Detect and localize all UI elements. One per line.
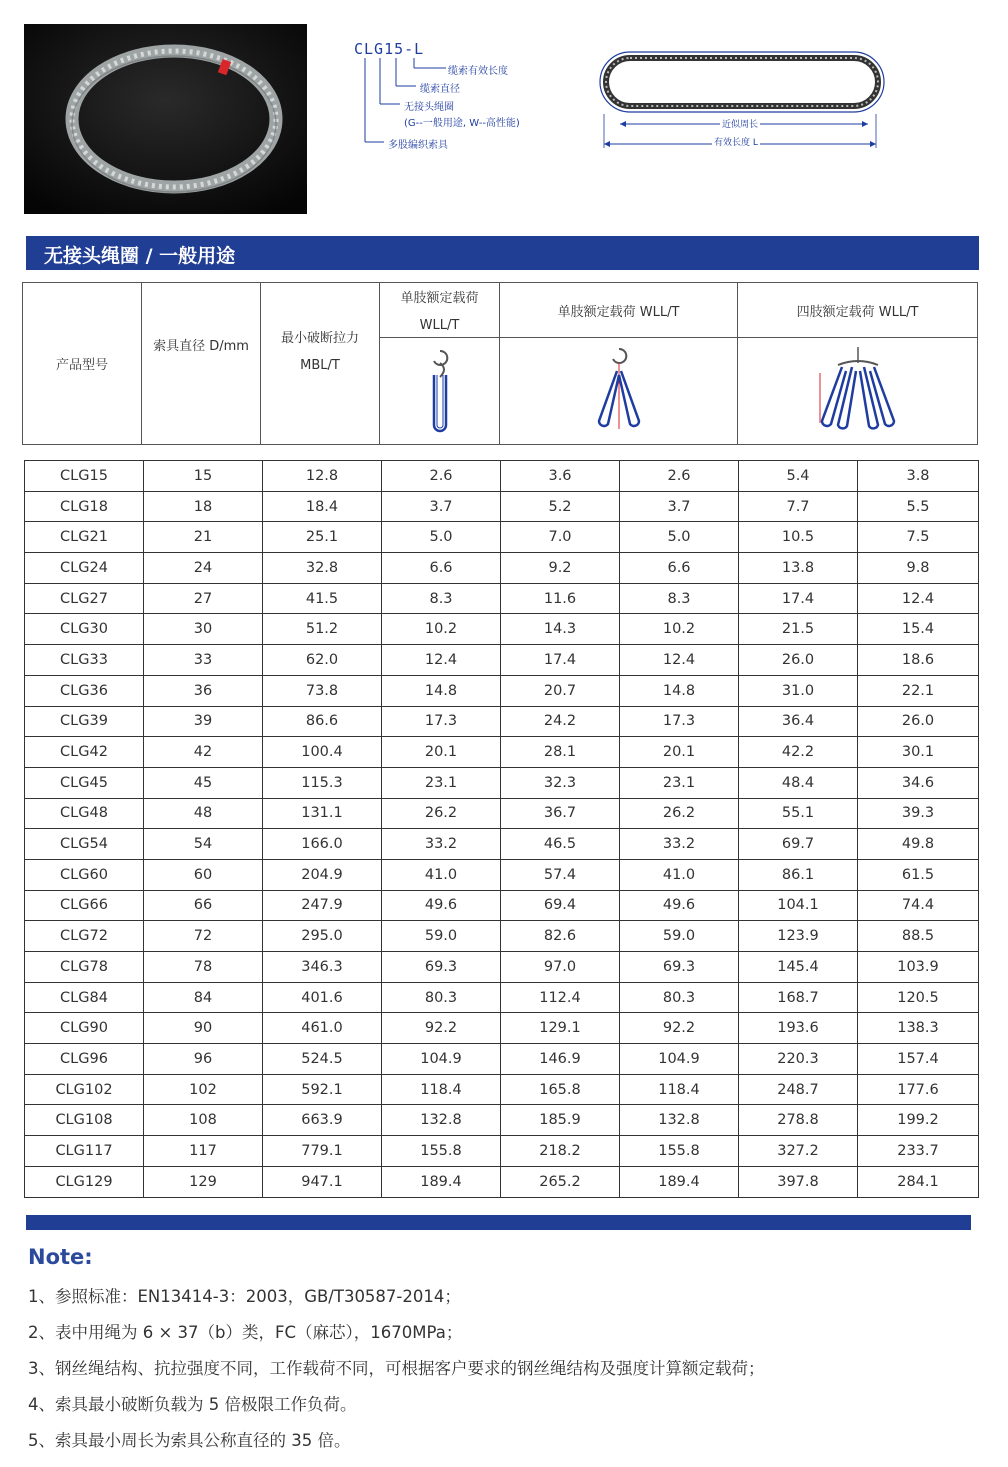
table-cell: 18.4	[263, 491, 382, 522]
table-cell: 185.9	[501, 1105, 620, 1136]
table-cell: 17.3	[382, 706, 501, 737]
table-cell: 22.1	[858, 675, 979, 706]
table-cell: 61.5	[858, 859, 979, 890]
table-cell: 145.4	[739, 952, 858, 983]
table-cell: 6.6	[620, 553, 739, 584]
table-cell: 138.3	[858, 1013, 979, 1044]
table-cell: 36	[144, 675, 263, 706]
model-code-diagram	[352, 38, 572, 158]
two-leg-illustration	[500, 338, 738, 445]
table-cell: CLG30	[25, 614, 144, 645]
table-cell: CLG33	[25, 645, 144, 676]
table-cell: CLG15	[25, 461, 144, 492]
table-cell: CLG78	[25, 952, 144, 983]
table-cell: 32.3	[501, 767, 620, 798]
table-cell: 96	[144, 1044, 263, 1075]
note-item-5: 5、索具最小周长为索具公称直径的 35 倍。	[28, 1431, 351, 1450]
table-cell: 23.1	[382, 767, 501, 798]
table-cell: 123.9	[739, 921, 858, 952]
loop-dimension-diagram	[584, 44, 894, 154]
table-cell: 6.6	[382, 553, 501, 584]
table-row	[25, 675, 979, 706]
table-cell: 104.1	[739, 890, 858, 921]
table-cell: 12.4	[620, 645, 739, 676]
table-cell: 18	[144, 491, 263, 522]
table-cell: 8.3	[382, 583, 501, 614]
table-cell: 104.9	[620, 1044, 739, 1075]
header-mbl	[261, 283, 380, 445]
code-label-type-note: (G--一般用途, W--高性能)	[404, 118, 520, 129]
table-row	[25, 522, 979, 553]
table-cell: 20.7	[501, 675, 620, 706]
table-cell: 82.6	[501, 921, 620, 952]
table-cell: 295.0	[263, 921, 382, 952]
table-cell: 3.6	[501, 461, 620, 492]
table-cell: 72	[144, 921, 263, 952]
table-cell: 27	[144, 583, 263, 614]
table-cell: CLG96	[25, 1044, 144, 1075]
four-leg-illustration	[738, 338, 978, 445]
table-cell: 233.7	[858, 1136, 979, 1167]
table-cell: 2.6	[620, 461, 739, 492]
table-cell: 69.3	[620, 952, 739, 983]
single-hook-illustration	[380, 338, 500, 445]
table-cell: 84	[144, 982, 263, 1013]
table-row	[25, 491, 979, 522]
table-cell: 13.8	[739, 553, 858, 584]
table-row	[25, 553, 979, 584]
table-cell: 21.5	[739, 614, 858, 645]
table-cell: CLG24	[25, 553, 144, 584]
table-row	[25, 1044, 979, 1075]
table-cell: 41.0	[620, 859, 739, 890]
table-cell: CLG84	[25, 982, 144, 1013]
table-cell: 5.4	[739, 461, 858, 492]
table-cell: 42	[144, 737, 263, 768]
table-cell: 100.4	[263, 737, 382, 768]
note-item-1: 1、参照标准：EN13414-3：2003，GB/T30587-2014；	[28, 1287, 461, 1306]
table-cell: 157.4	[858, 1044, 979, 1075]
header-mbl-line2: MBL/T	[300, 358, 340, 373]
table-cell: 2.6	[382, 461, 501, 492]
table-cell: 26.0	[858, 706, 979, 737]
table-cell: CLG36	[25, 675, 144, 706]
table-cell: 17.4	[501, 645, 620, 676]
table-cell: 48.4	[739, 767, 858, 798]
table-cell: 17.3	[620, 706, 739, 737]
table-cell: 31.0	[739, 675, 858, 706]
table-cell: 86.1	[739, 859, 858, 890]
table-cell: 69.3	[382, 952, 501, 983]
table-row	[25, 737, 979, 768]
table-cell: 39.3	[858, 798, 979, 829]
table-cell: CLG39	[25, 706, 144, 737]
table-cell: 779.1	[263, 1136, 382, 1167]
table-row	[25, 1136, 979, 1167]
table-cell: 524.5	[263, 1044, 382, 1075]
table-cell: 28.1	[501, 737, 620, 768]
section-title: 无接头绳圈 / 一般用途	[44, 245, 236, 267]
table-cell: 947.1	[263, 1166, 382, 1197]
table-cell: CLG21	[25, 522, 144, 553]
table-cell: 248.7	[739, 1074, 858, 1105]
table-cell: 10.5	[739, 522, 858, 553]
table-row	[25, 614, 979, 645]
table-cell: 3.7	[620, 491, 739, 522]
table-cell: CLG129	[25, 1166, 144, 1197]
table-cell: 66	[144, 890, 263, 921]
table-row	[25, 829, 979, 860]
header-four-wll: 四肢额定载荷 WLL/T	[738, 283, 978, 338]
table-cell: 73.8	[263, 675, 382, 706]
table-cell: 90	[144, 1013, 263, 1044]
table-cell: 5.0	[620, 522, 739, 553]
table-cell: 3.7	[382, 491, 501, 522]
table-cell: 33.2	[382, 829, 501, 860]
table-cell: CLG66	[25, 890, 144, 921]
table-cell: 3.8	[858, 461, 979, 492]
table-cell: 33	[144, 645, 263, 676]
header-diameter: 索具直径 D/mm	[142, 283, 261, 445]
table-cell: CLG60	[25, 859, 144, 890]
table-row	[25, 1105, 979, 1136]
table-cell: 129	[144, 1166, 263, 1197]
table-cell: 26.2	[620, 798, 739, 829]
table-cell: 18.6	[858, 645, 979, 676]
table-cell: 5.5	[858, 491, 979, 522]
table-cell: 80.3	[382, 982, 501, 1013]
table-cell: 247.9	[263, 890, 382, 921]
table-cell: 14.8	[382, 675, 501, 706]
table-cell: 663.9	[263, 1105, 382, 1136]
table-cell: 7.5	[858, 522, 979, 553]
table-cell: 189.4	[382, 1166, 501, 1197]
table-cell: 5.0	[382, 522, 501, 553]
table-cell: 45	[144, 767, 263, 798]
table-cell: CLG90	[25, 1013, 144, 1044]
table-cell: 41.0	[382, 859, 501, 890]
table-cell: 86.6	[263, 706, 382, 737]
table-row	[25, 798, 979, 829]
table-cell: 12.4	[382, 645, 501, 676]
notes-title: Note:	[28, 1245, 93, 1269]
table-cell: 131.1	[263, 798, 382, 829]
header-mbl-line1: 最小破断拉力	[280, 331, 359, 346]
table-cell: 103.9	[858, 952, 979, 983]
table-cell: 102	[144, 1074, 263, 1105]
header-model: 产品型号	[23, 283, 142, 445]
table-cell: 327.2	[739, 1136, 858, 1167]
table-cell: 7.0	[501, 522, 620, 553]
table-row	[25, 952, 979, 983]
table-cell: 278.8	[739, 1105, 858, 1136]
table-cell: 10.2	[382, 614, 501, 645]
table-row	[25, 767, 979, 798]
table-cell: 92.2	[382, 1013, 501, 1044]
spec-header-table	[22, 282, 978, 445]
table-cell: 220.3	[739, 1044, 858, 1075]
header-single-leg	[380, 283, 500, 338]
table-cell: 199.2	[858, 1105, 979, 1136]
table-cell: 39	[144, 706, 263, 737]
table-cell: 193.6	[739, 1013, 858, 1044]
table-cell: 346.3	[263, 952, 382, 983]
table-cell: CLG48	[25, 798, 144, 829]
table-row	[25, 890, 979, 921]
table-row	[25, 859, 979, 890]
table-row	[25, 461, 979, 492]
table-cell: CLG117	[25, 1136, 144, 1167]
table-cell: 33.2	[620, 829, 739, 860]
table-cell: 132.8	[620, 1105, 739, 1136]
table-row	[25, 645, 979, 676]
product-photo	[24, 24, 307, 214]
table-cell: CLG72	[25, 921, 144, 952]
table-cell: 5.2	[501, 491, 620, 522]
table-cell: 49.6	[620, 890, 739, 921]
table-cell: 51.2	[263, 614, 382, 645]
spec-data-table	[24, 460, 979, 1198]
table-cell: 592.1	[263, 1074, 382, 1105]
table-row	[25, 706, 979, 737]
table-cell: 118.4	[382, 1074, 501, 1105]
table-cell: 48	[144, 798, 263, 829]
table-cell: 24	[144, 553, 263, 584]
table-cell: 57.4	[501, 859, 620, 890]
code-label-braided: 多股编织索具	[388, 140, 448, 151]
table-row	[25, 921, 979, 952]
header-single-line2: WLL/T	[419, 318, 460, 333]
table-cell: 117	[144, 1136, 263, 1167]
table-cell: 15	[144, 461, 263, 492]
table-cell: 12.8	[263, 461, 382, 492]
table-cell: 42.2	[739, 737, 858, 768]
table-cell: 59.0	[382, 921, 501, 952]
table-cell: 92.2	[620, 1013, 739, 1044]
table-cell: 129.1	[501, 1013, 620, 1044]
table-cell: CLG27	[25, 583, 144, 614]
table-cell: 78	[144, 952, 263, 983]
table-cell: 20.1	[620, 737, 739, 768]
table-cell: 17.4	[739, 583, 858, 614]
table-cell: CLG54	[25, 829, 144, 860]
table-cell: 88.5	[858, 921, 979, 952]
table-cell: 9.8	[858, 553, 979, 584]
table-cell: CLG108	[25, 1105, 144, 1136]
table-cell: 30	[144, 614, 263, 645]
note-item-3: 3、钢丝绳结构、抗拉强度不同，工作载荷不同，可根据客户要求的钢丝绳结构及强度计算额定载荷；	[28, 1359, 765, 1378]
table-row	[25, 1013, 979, 1044]
table-cell: 26.2	[382, 798, 501, 829]
code-label-diameter: 缆索直径	[420, 84, 460, 95]
table-cell: 168.7	[739, 982, 858, 1013]
table-cell: 24.2	[501, 706, 620, 737]
table-cell: 218.2	[501, 1136, 620, 1167]
table-row	[25, 1074, 979, 1105]
section-title-bar	[26, 236, 979, 270]
table-cell: 11.6	[501, 583, 620, 614]
table-cell: 60	[144, 859, 263, 890]
table-cell: 62.0	[263, 645, 382, 676]
table-cell: 10.2	[620, 614, 739, 645]
note-item-2: 2、表中用绳为 6 × 37（b）类，FC（麻芯），1670MPa；	[28, 1323, 463, 1342]
header-single-wll: 单肢额定载荷 WLL/T	[500, 283, 738, 338]
table-cell: 104.9	[382, 1044, 501, 1075]
table-cell: 49.6	[382, 890, 501, 921]
loop-label-circumference: 近似周长	[720, 117, 760, 130]
table-cell: 155.8	[620, 1136, 739, 1167]
table-cell: 118.4	[620, 1074, 739, 1105]
table-cell: 189.4	[620, 1166, 739, 1197]
table-cell: 41.5	[263, 583, 382, 614]
table-cell: 115.3	[263, 767, 382, 798]
table-cell: 9.2	[501, 553, 620, 584]
table-cell: 80.3	[620, 982, 739, 1013]
table-cell: 155.8	[382, 1136, 501, 1167]
table-cell: 21	[144, 522, 263, 553]
table-cell: 166.0	[263, 829, 382, 860]
table-cell: 46.5	[501, 829, 620, 860]
table-cell: 30.1	[858, 737, 979, 768]
model-code: CLG15-L	[354, 40, 425, 58]
table-cell: 14.3	[501, 614, 620, 645]
table-cell: 74.4	[858, 890, 979, 921]
code-label-type: 无接头绳圈	[404, 102, 454, 113]
table-cell: 12.4	[858, 583, 979, 614]
footer-bar	[26, 1215, 971, 1230]
table-cell: 54	[144, 829, 263, 860]
table-cell: 108	[144, 1105, 263, 1136]
table-cell: 32.8	[263, 553, 382, 584]
table-cell: CLG45	[25, 767, 144, 798]
table-cell: 49.8	[858, 829, 979, 860]
table-cell: 69.7	[739, 829, 858, 860]
table-cell: 15.4	[858, 614, 979, 645]
loop-label-effective-length: 有效长度 L	[712, 135, 760, 148]
table-cell: 112.4	[501, 982, 620, 1013]
table-cell: 461.0	[263, 1013, 382, 1044]
table-cell: 25.1	[263, 522, 382, 553]
table-cell: 8.3	[620, 583, 739, 614]
table-cell: 265.2	[501, 1166, 620, 1197]
table-cell: 132.8	[382, 1105, 501, 1136]
table-cell: 59.0	[620, 921, 739, 952]
note-item-4: 4、索具最小破断负载为 5 倍极限工作负荷。	[28, 1395, 357, 1414]
table-row	[25, 1166, 979, 1197]
table-cell: 26.0	[739, 645, 858, 676]
table-cell: CLG42	[25, 737, 144, 768]
table-row	[25, 583, 979, 614]
table-cell: 36.7	[501, 798, 620, 829]
code-label-length: 缆索有效长度	[448, 66, 508, 77]
table-cell: 146.9	[501, 1044, 620, 1075]
table-cell: 284.1	[858, 1166, 979, 1197]
table-row	[25, 982, 979, 1013]
header-single-line1: 单肢额定载荷	[400, 291, 479, 306]
table-cell: CLG18	[25, 491, 144, 522]
table-cell: 165.8	[501, 1074, 620, 1105]
table-cell: 69.4	[501, 890, 620, 921]
table-cell: 23.1	[620, 767, 739, 798]
table-cell: 204.9	[263, 859, 382, 890]
table-cell: 401.6	[263, 982, 382, 1013]
table-cell: 14.8	[620, 675, 739, 706]
table-cell: 97.0	[501, 952, 620, 983]
table-cell: CLG102	[25, 1074, 144, 1105]
table-cell: 34.6	[858, 767, 979, 798]
table-cell: 36.4	[739, 706, 858, 737]
table-cell: 7.7	[739, 491, 858, 522]
table-cell: 397.8	[739, 1166, 858, 1197]
table-cell: 55.1	[739, 798, 858, 829]
table-cell: 20.1	[382, 737, 501, 768]
table-cell: 177.6	[858, 1074, 979, 1105]
table-cell: 120.5	[858, 982, 979, 1013]
